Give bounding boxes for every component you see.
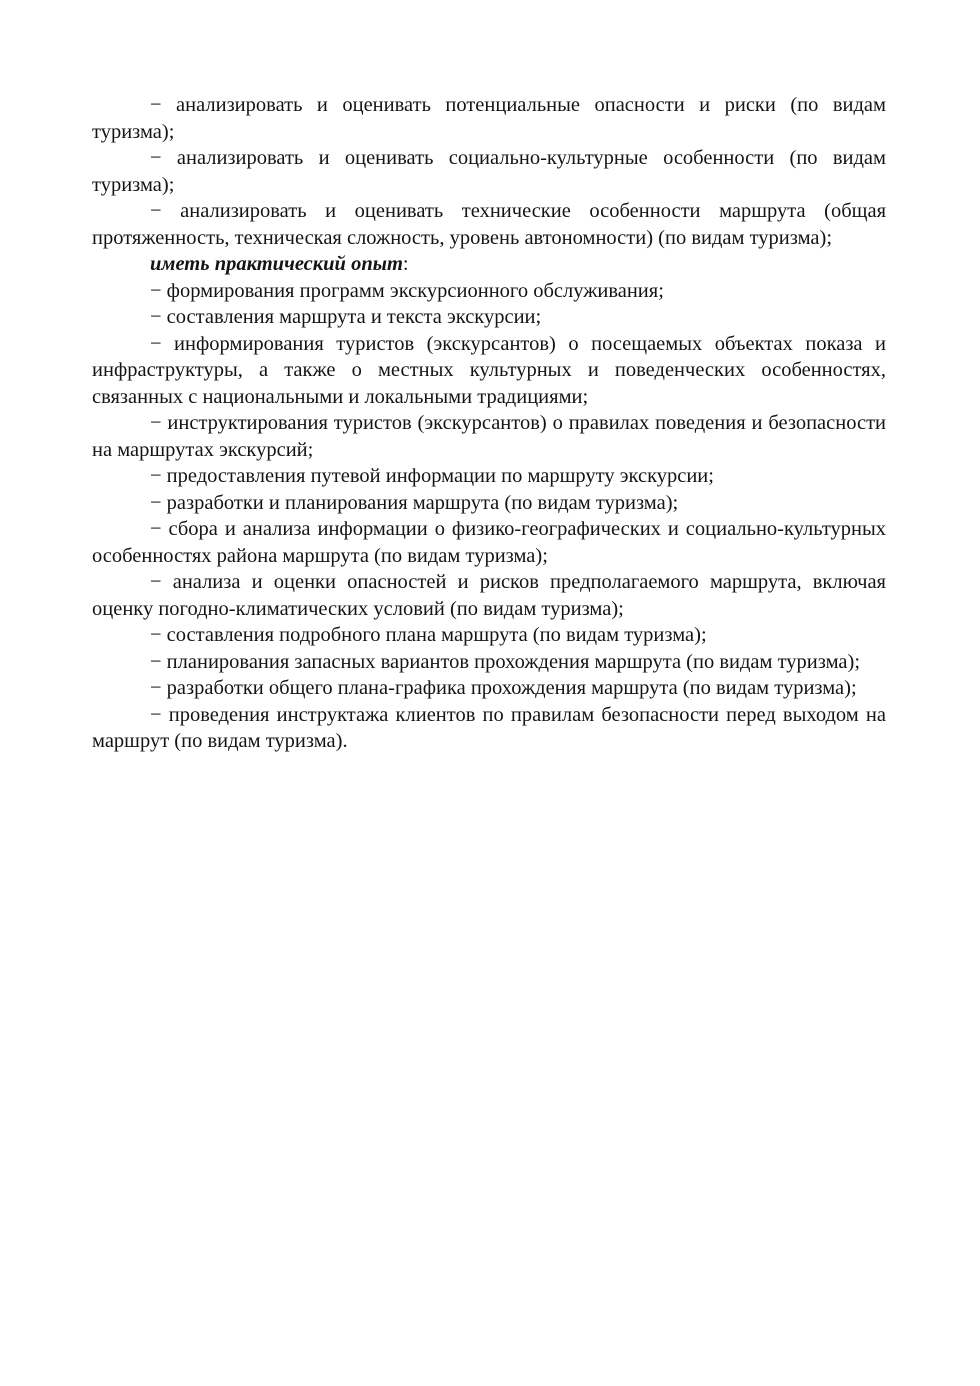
experience-item: − составления маршрута и текста экскурсии; — [150, 306, 542, 328]
section-heading-text: иметь практический опыт — [150, 253, 403, 275]
intro-item: − анализировать и оценивать социально-культурные особенности (по видам туризма); — [92, 147, 886, 196]
experience-item: − инструктирования туристов (экскурсантов) о правилах поведения и безопасности на маршрутах экскурсий; — [92, 412, 886, 461]
section-heading — [92, 251, 886, 278]
intro-item: − анализировать и оценивать потенциальные опасности и риски (по видам туризма); — [92, 94, 886, 143]
experience-item: − анализа и оценки опасностей и рисков предполагаемого маршрута, включая оценку погодно-климатических условий (по видам туризма); — [92, 571, 886, 620]
experience-item: − информирования туристов (экскурсантов) о посещаемых объектах показа и инфраструктуры, а также о местных культурных и поведенческих особенностях, связанных с национальными и локальными традициями; — [92, 332, 886, 408]
experience-item: − предоставления путевой информации по маршруту экскурсии; — [150, 465, 714, 487]
intro-item: − анализировать и оценивать технические особенности маршрута (общая протяженность, техническая сложность, уровень автономности) (по видам туризма); — [92, 200, 886, 249]
section-heading-colon: : — [402, 253, 409, 275]
experience-item: − проведения инструктажа клиентов по правилам безопасности перед выходом на маршрут (по видам туризма). — [92, 703, 886, 752]
experience-item: − составления подробного плана маршрута (по видам туризма); — [150, 624, 707, 646]
experience-item: − разработки и планирования маршрута (по видам туризма); — [150, 491, 679, 514]
document-page — [92, 92, 886, 755]
experience-item: − планирования запасных вариантов прохождения маршрута (по видам туризма); — [150, 650, 861, 673]
experience-item: − сбора и анализа информации о физико-географических и социально-культурных особенностях района маршрута (по видам туризма); — [92, 518, 886, 567]
experience-item: − разработки общего плана-графика прохождения маршрута (по видам туризма); — [150, 677, 857, 699]
experience-item: − формирования программ экскурсионного обслуживания; — [150, 279, 664, 302]
